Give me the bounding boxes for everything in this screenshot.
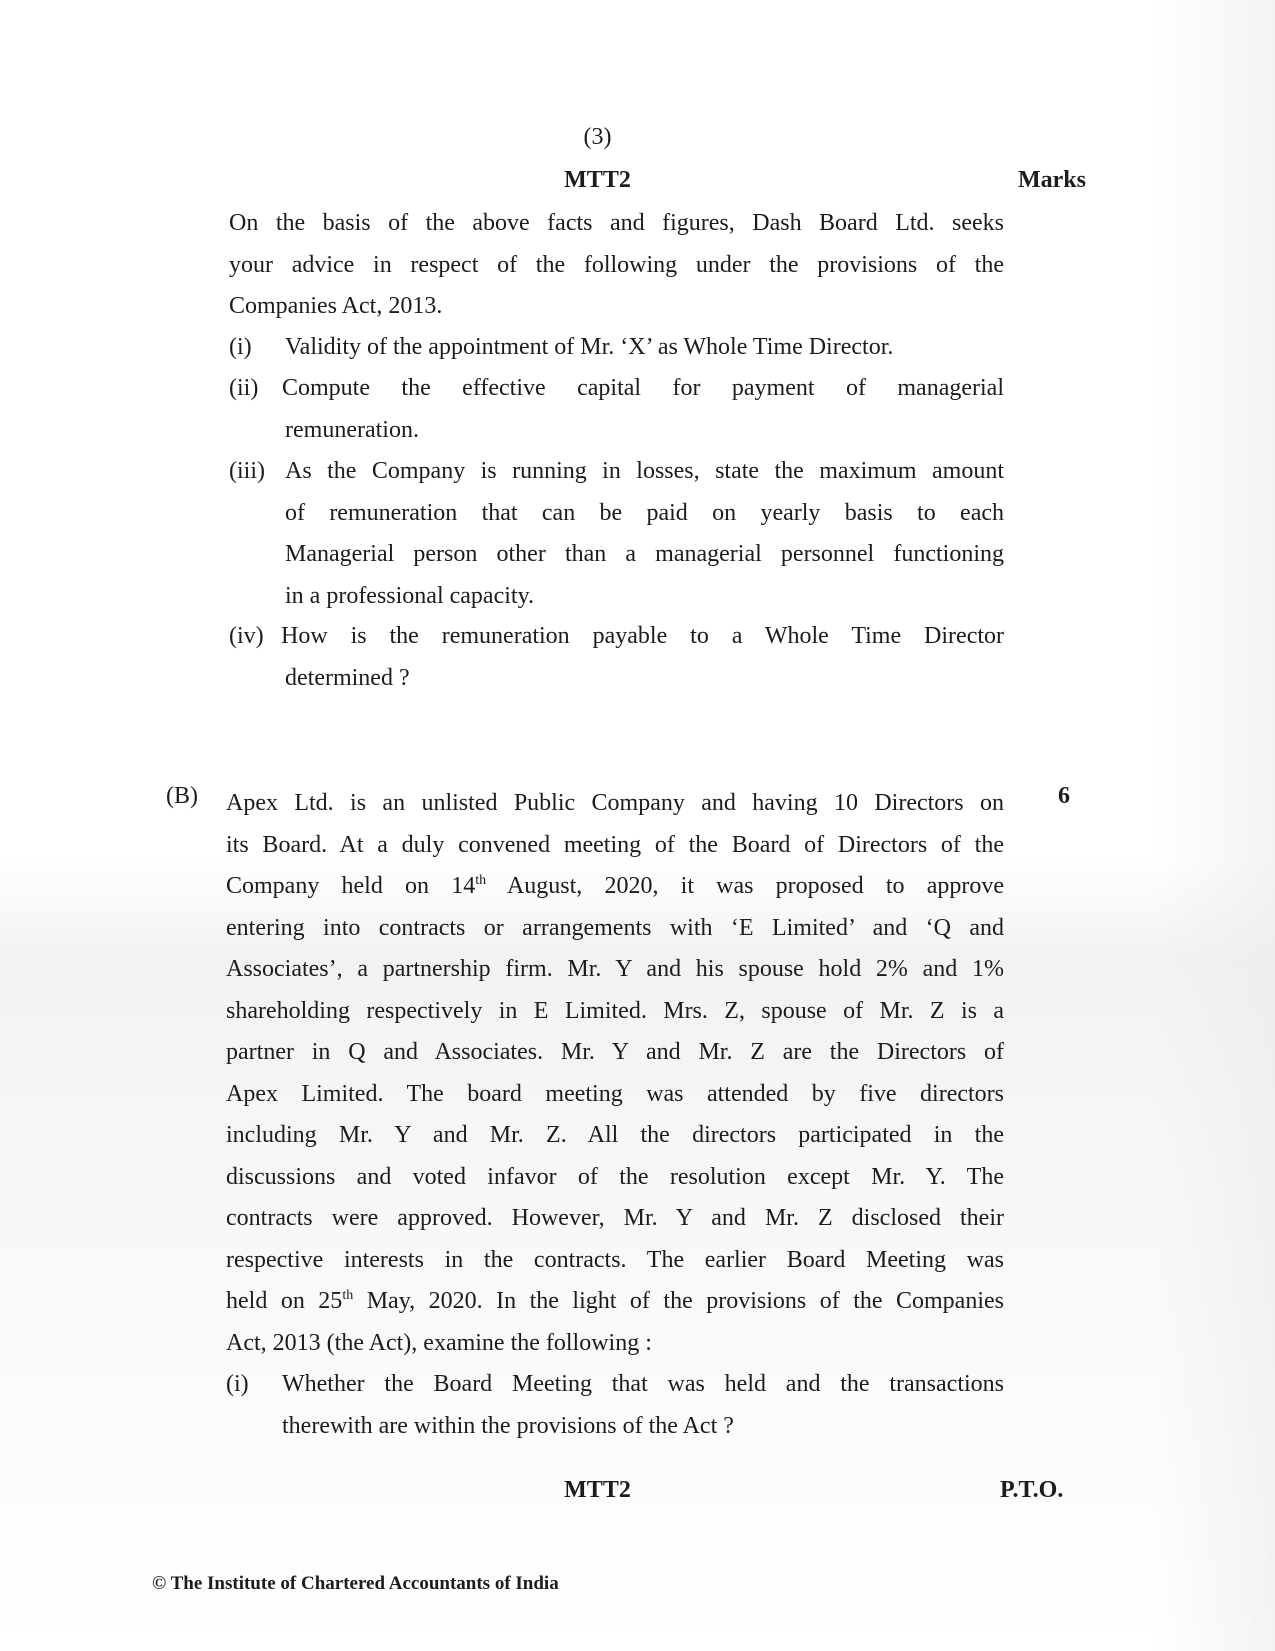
- question-item: [229, 616, 1004, 699]
- paragraph-line: Apex Limited. The board meeting was attended by five directors: [226, 1080, 1004, 1107]
- question-line: remuneration.: [285, 416, 419, 443]
- paragraph-line: shareholding respectively in E Limited. Mrs. Z, spouse of Mr. Z is a: [226, 997, 1004, 1024]
- ordinal-suffix: th: [342, 1288, 354, 1303]
- question-item: [229, 327, 1004, 369]
- question-label: (iii): [229, 458, 265, 484]
- paragraph-line: contracts were approved. However, Mr. Y and Mr. Z disclosed their: [226, 1205, 1004, 1231]
- paper-code-header: MTT2: [564, 167, 631, 193]
- question-item: [229, 451, 1004, 617]
- intro-line: Companies Act, 2013.: [229, 293, 443, 319]
- question-line: Compute the effective capital for payment of managerial: [282, 375, 1004, 401]
- pto-label: P.T.O.: [1000, 1477, 1064, 1503]
- paragraph-line: entering into contracts or arrangements with ‘E Limited’ and ‘Q and: [226, 914, 1004, 941]
- question-item: [229, 368, 1004, 451]
- paragraph-line: [226, 1281, 1004, 1323]
- section-b-marks: 6: [1058, 783, 1070, 809]
- question-line: of remuneration that can be paid on yearly basis to each: [285, 499, 1004, 526]
- paper-code-footer: MTT2: [564, 1477, 631, 1503]
- question-line: Managerial person other than a managerial personnel functioning: [285, 541, 1004, 567]
- question-label: (i): [226, 1371, 249, 1397]
- date-text: held on 25: [226, 1288, 343, 1314]
- marks-column-heading: Marks: [1018, 167, 1086, 193]
- intro-paragraph: [229, 203, 1004, 328]
- intro-line: On the basis of the above facts and figures, Dash Board Ltd. seeks: [229, 210, 1004, 236]
- scan-shadow: [1155, 0, 1275, 1651]
- question-line: therewith are within the provisions of the Act ?: [282, 1412, 734, 1439]
- paragraph-line: Apex Ltd. is an unlisted Public Company and having 10 Directors on: [226, 790, 1004, 816]
- paragraph-line: its Board. At a duly convened meeting of the Board of Directors of the: [226, 831, 1004, 858]
- paragraph-line: Act, 2013 (the Act), examine the following :: [226, 1329, 652, 1356]
- date-text: Company held on 14: [226, 873, 476, 899]
- paragraph-line: respective interests in the contracts. The earlier Board Meeting was: [226, 1246, 1004, 1273]
- page-number: (3): [583, 124, 612, 150]
- paragraph-line: discussions and voted infavor of the resolution except Mr. Y. The: [226, 1163, 1004, 1190]
- ordinal-suffix: th: [475, 873, 487, 888]
- paragraph-line: including Mr. Y and Mr. Z. All the directors participated in the: [226, 1122, 1004, 1148]
- question-line: determined ?: [285, 664, 410, 691]
- question-line: Validity of the appointment of Mr. ‘X’ as Whole Time Director.: [285, 334, 894, 360]
- section-b-paragraph: [226, 783, 1004, 1364]
- paragraph-line: partner in Q and Associates. Mr. Y and Mr. Z are the Directors of: [226, 1039, 1004, 1065]
- copyright-notice: © The Institute of Chartered Accountants of India: [152, 1573, 559, 1594]
- question-label: (i): [229, 334, 252, 360]
- question-item: [226, 1364, 1004, 1447]
- paragraph-line: [226, 866, 1004, 908]
- question-line: Whether the Board Meeting that was held and the transactions: [282, 1371, 1004, 1397]
- question-line: As the Company is running in losses, state the maximum amount: [285, 458, 1004, 484]
- date-text: August, 2020, it was proposed to approve: [486, 873, 1004, 899]
- question-label: (ii): [229, 375, 259, 401]
- intro-line: your advice in respect of the following under the provisions of the: [229, 251, 1004, 278]
- section-b-label: (B): [166, 783, 198, 809]
- paragraph-line: Associates’, a partnership firm. Mr. Y and his spouse hold 2% and 1%: [226, 956, 1004, 982]
- question-label: (iv): [229, 623, 264, 649]
- question-line: How is the remuneration payable to a Whole Time Director: [281, 623, 1004, 649]
- question-line: in a professional capacity.: [285, 582, 535, 609]
- date-text: May, 2020. In the light of the provisions of the Companies: [353, 1288, 1004, 1314]
